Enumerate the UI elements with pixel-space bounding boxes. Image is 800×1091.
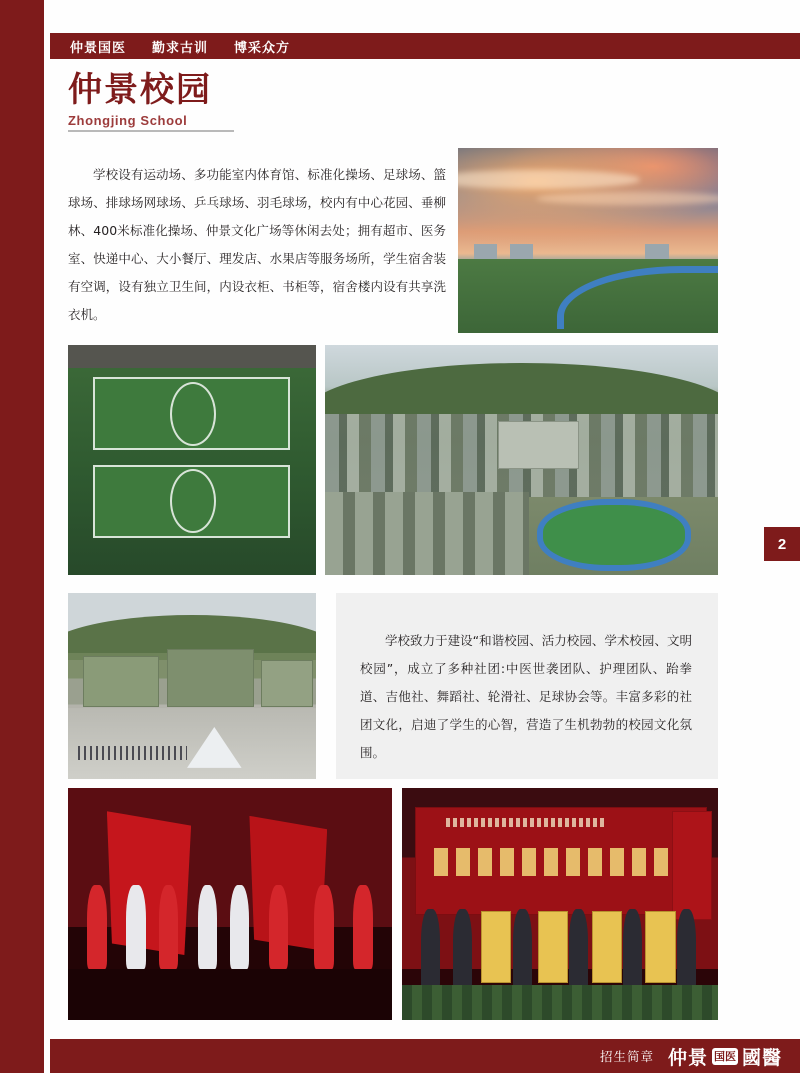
header-bar [50,33,800,59]
paragraph-facilities: 学校设有运动场、多功能室内体育馆、标准化操场、足球场、篮球场、排球场网球场、乒乓球场、羽毛球场，校内有中心花园、垂柳林、400米标准化操场、仲景文化广场等休闲去处；拥有超市、医务室、快递中心、大小餐厅、理发店、水果店等服务场所，学生宿舍装有空调，设有独立卫生间，内设衣柜、书柜等，宿舍楼内设有共享洗衣机。 [68,166,446,323]
cloud-shape [458,170,640,189]
campus-plaza-activity-photo [68,593,316,779]
footer-logo-mark-icon: 国医 [712,1048,738,1065]
left-spine-band [0,0,44,1091]
aerial-football-pitches-photo [68,345,316,575]
spine-gap [44,0,50,1091]
footer-bar [50,1039,800,1073]
footer-logo-right: 國醫 [741,1046,782,1069]
aerial-campus-overview-photo [325,345,718,575]
header-item-motto-2: 博采众方 [234,40,291,56]
page-title [68,70,388,128]
page-title-en: Zhongjing School [68,112,188,128]
page-bottom-margin [0,1073,800,1091]
footer-logo [668,1043,782,1070]
title-divider [68,130,234,132]
footer-label: 招生简章 [599,1049,654,1064]
campus-track-sunset-photo [458,148,718,333]
stadium-track-shape [537,499,690,571]
banner-award-ceremony-photo [402,788,718,1020]
page-number-tab: 2 [764,527,800,561]
page-title-cn: 仲景校园 [68,70,212,110]
header-item-brand: 仲景国医 [70,40,127,56]
red-flag-stage-performance-photo [68,788,392,1020]
footer-logo-left: 仲景 [667,1046,708,1069]
header-item-motto-1: 勤求古训 [152,40,209,56]
paragraph-clubs: 学校致力于建设“和谐校园、活力校园、学术校园、文明校园”，成立了多种社团:中医世袭团队、护理团队、跆拳道、吉他社、舞蹈社、轮滑社、足球协会等。丰富多彩的社团文化，启迪了学生的心智，营造了生机勃勃的校园文化氛围。 [360,632,692,760]
